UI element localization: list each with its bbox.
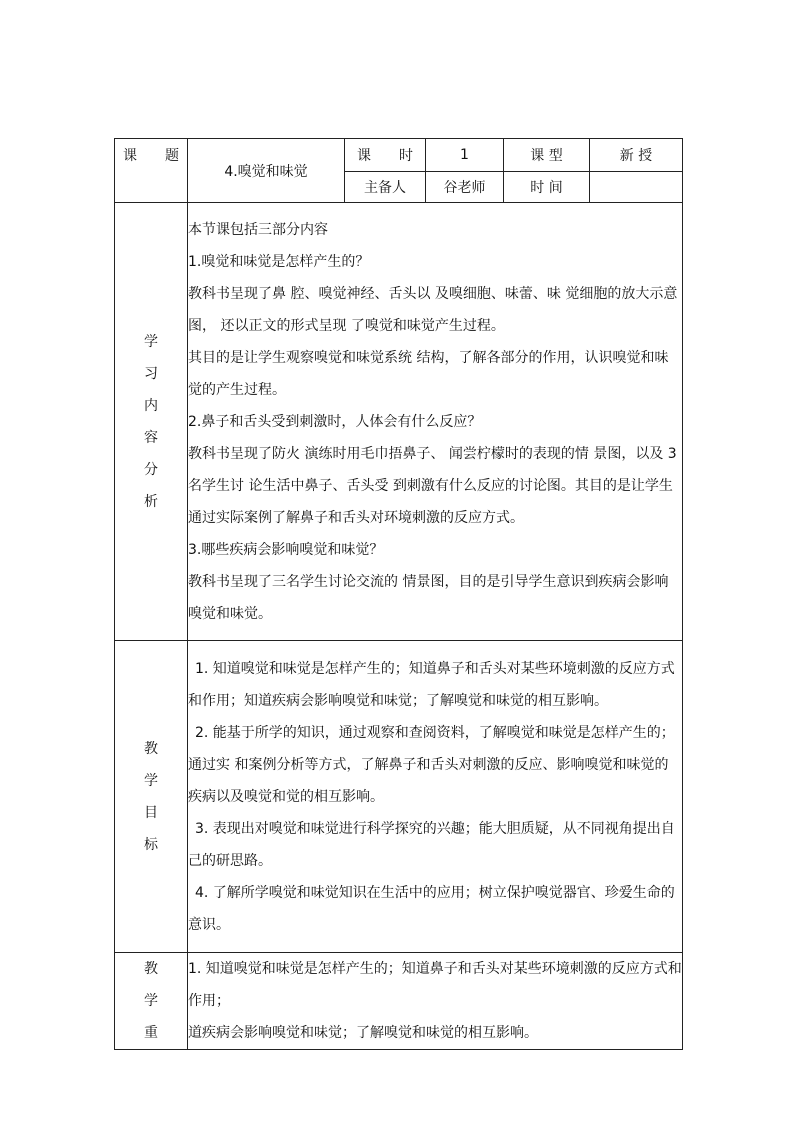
key-points-label <box>115 953 188 1050</box>
analysis-paragraph: 3.哪些疾病会影响嗅觉和味觉？ <box>188 541 384 558</box>
goals-paragraph: 3. 表现出对嗅觉和味觉进行科学探究的兴趣；能大胆质疑，从不同视角提出自己的研思路。 <box>188 820 675 869</box>
key-points-paragraph: 1. 知道嗅觉和味觉是怎样产生的；知道鼻子和舌头对某些环境刺激的反应方式和作用； <box>188 961 682 1009</box>
host-value: 谷老师 <box>426 172 504 203</box>
analysis-paragraph: 1.嗅觉和味觉是怎样产生的？ <box>188 253 370 270</box>
analysis-paragraph: 本节课包括三部分内容 <box>188 221 328 238</box>
analysis-label-char: 内 <box>144 397 158 414</box>
analysis-content <box>188 203 683 641</box>
goals-paragraph: 4. 了解所学嗅觉和味觉知识在生活中的应用；树立保护嗅觉器官、珍爱生命的意识。 <box>188 884 675 933</box>
type-value: 新 授 <box>590 139 683 172</box>
goals-label-char: 学 <box>144 772 158 789</box>
goals-label <box>115 641 188 953</box>
analysis-label-char: 习 <box>144 365 158 382</box>
analysis-paragraph: 其目的是让学生观察嗅觉和味觉系统 结构，了解各部分的作用，认识嗅觉和味觉的产生过程。 <box>188 349 669 398</box>
lesson-plan-table <box>114 138 683 1050</box>
analysis-label-char: 学 <box>144 333 158 350</box>
analysis-paragraph: 教科书呈现了鼻 腔、嗅觉神经、舌头以 及嗅细胞、味蕾、味 觉细胞的放大示意图， 还以正文的形式呈现 了嗅觉和味觉产生过程。 <box>188 285 678 334</box>
type-label: 课 型 <box>504 139 590 172</box>
goals-paragraph: 1. 知道嗅觉和味觉是怎样产生的；知道鼻子和舌头对某些环境刺激的反应方式和作用；知道疾病会影响嗅觉和味觉；了解嗅觉和味觉的相互影响。 <box>188 660 675 709</box>
analysis-label-char: 分 <box>144 461 158 478</box>
header-row-1 <box>115 139 683 172</box>
time-label: 时 间 <box>504 172 590 203</box>
analysis-label-char: 析 <box>144 493 158 510</box>
goals-row <box>115 641 683 953</box>
key-points-row <box>115 953 683 1050</box>
analysis-label-char: 容 <box>144 429 158 446</box>
analysis-paragraph: 教科书呈现了防火 演练时用毛巾捂鼻子、 闻尝柠檬时的表现的情 景图，以及 3 名学生讨 论生活中鼻子、舌头受 到刺激有什么反应的讨论图。其目的是让学生通过实际案例了解鼻子和舌头对环境刺激的反应方式。 <box>188 445 677 526</box>
period-label: 课 时 <box>345 139 426 172</box>
analysis-paragraph: 教科书呈现了三名学生讨论交流的 情景图，目的是引导学生意识到疾病会影响嗅觉和味觉。 <box>188 573 669 622</box>
key-points-label-char: 重 <box>144 1025 158 1041</box>
time-value <box>590 172 683 203</box>
key-points-label-char: 教 <box>144 961 158 977</box>
period-value: 1 <box>426 139 504 172</box>
goals-label-char: 教 <box>144 740 158 757</box>
analysis-row <box>115 203 683 641</box>
goals-label-char: 目 <box>144 804 158 821</box>
analysis-paragraph: 2.鼻子和舌头受到刺激时，人体会有什么反应？ <box>188 413 482 430</box>
key-points-paragraph: 道疾病会影响嗅觉和味觉；了解嗅觉和味觉的相互影响。 <box>188 1025 538 1041</box>
analysis-label <box>115 203 188 641</box>
goals-content <box>188 641 683 953</box>
goals-paragraph: 2. 能基于所学的知识，通过观察和查阅资料，了解嗅觉和味觉是怎样产生的；通过实 和案例分析等方式，了解鼻子和舌头对刺激的反应、影响嗅觉和味觉的疾病以及嗅觉和觉的相互影响。 <box>188 724 675 805</box>
key-points-label-char: 学 <box>144 993 158 1009</box>
goals-label-char: 标 <box>144 836 158 853</box>
topic-label: 课 题 <box>115 139 188 203</box>
topic-value: 4.嗅觉和味觉 <box>188 139 345 203</box>
key-points-content <box>188 953 683 1050</box>
host-label: 主备人 <box>345 172 426 203</box>
